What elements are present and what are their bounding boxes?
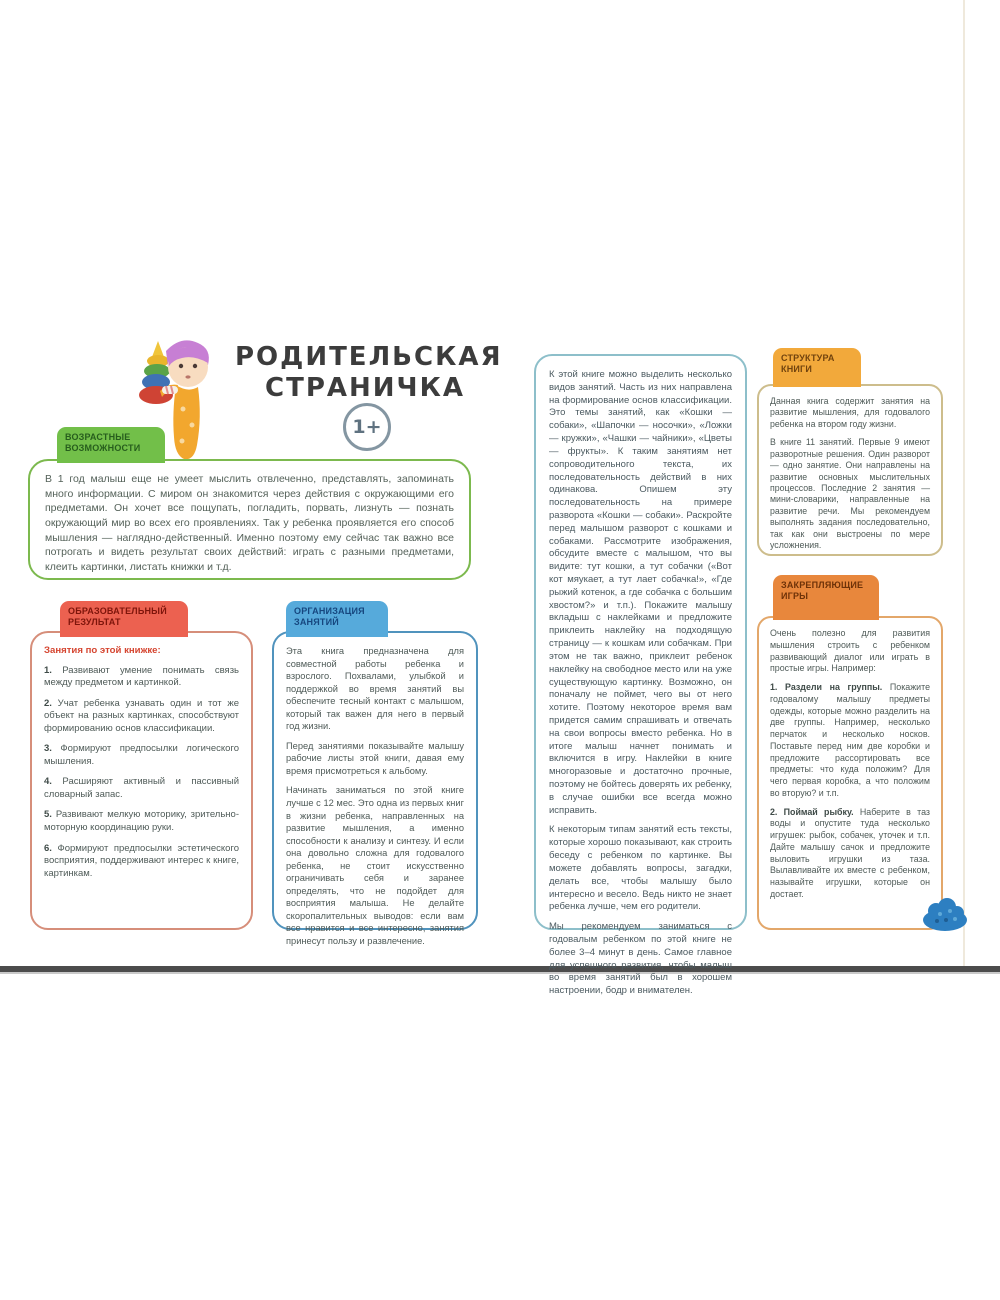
paragraph: Начинать заниматься по этой книге лучше с 12 мес. Это одна из первых книг в жизни ребенка, направленных на развитие мышления, а именно способности к анализу и синтезу. И если она довольно сложна для годовалого ребенка, не стоит искусственно ограничивать себя и заранее определять, что не подойдет для восприятия малыша. Не делайте скоропалительных выводов: если вам все нравится и все интересно, занятия принесут пользу и развлечение.: [286, 785, 464, 947]
game-item-number: 1.: [770, 682, 778, 692]
game-item-text: Покажите годовалому малышу предметы одежды, которые можно разделить на две группы. Например, несколько перчаток и несколько носков. Поставьте перед ним две коробки и предложите рассортировать все предметы: что куда положим? Для чего первая коробка, а что положим во вторую? и т.п.: [770, 682, 931, 798]
list-item-number: 1.: [44, 664, 52, 676]
age-badge: 1+: [343, 403, 391, 451]
page-right-edge: [963, 0, 965, 966]
page-bottom-edge-highlight: [0, 972, 1000, 974]
page-title: [235, 342, 503, 404]
paragraph: К некоторым типам занятий есть тексты, которые хорошо показывают, как строить беседу с ребенком по картинке. Вы можете добавлять вопросы, загадки, делать все, чтобы малышу было интересно и весело. Ведь никто не знает ребенка лучше, чем его родители.: [549, 824, 732, 913]
list-item: [44, 665, 239, 690]
list-item-text: Развивают умение понимать связь между предметом и картинкой.: [44, 664, 240, 689]
page-title-line2: СТРАНИЧКА: [265, 373, 465, 404]
game-item-number: 2.: [770, 806, 778, 817]
list-item-number: 5.: [44, 809, 52, 821]
age-capabilities-text: В 1 год малыш еще не умеет мыслить отвлеченно, представлять, запоминать много информации. С миром он знакомится через действия с окружающими его предметами. Он хочет все пощупать, погладить, порвать, лизнуть — познать окружающий мир во всех его проявлениях. Так у ребенка проявляется его способ мышления — наглядно-действенный. Именно поэтому ему сейчас так важно все потрогать и видеть результат своих действий: играть с разными предметами, клеить картинки, листать книжки и т.д.: [45, 473, 454, 574]
cloud-logo-icon: [920, 896, 970, 932]
list-item: [44, 843, 239, 881]
paragraph: Перед занятиями показывайте малышу рабочие листы этой книги, давая ему время присмотреться к альбому.: [286, 740, 464, 776]
list-item-number: 2.: [44, 697, 52, 709]
tab-age-capabilities: ВОЗРАСТНЫЕ ВОЗМОЖНОСТИ: [57, 427, 165, 463]
list-item-text: Развивают мелкую моторику, зрительно-моторную координацию руки.: [44, 809, 239, 833]
list-item-number: 6.: [44, 842, 52, 854]
tab-reinforcing-games: ЗАКРЕПЛЯЮЩИЕ ИГРЫ: [773, 575, 879, 620]
game-item: [770, 682, 930, 800]
list-item-text: Формируют предпосылки эстетического восприятия, поддерживают интерес к книге, картинкам.: [44, 842, 239, 879]
tab-educational-result: ОБРАЗОВАТЕЛЬНЫЙ РЕЗУЛЬТАТ: [60, 601, 188, 637]
methodology-box: [534, 354, 747, 997]
list-item: [44, 809, 239, 834]
educational-result-box: [30, 631, 253, 930]
list-item-number: 3.: [44, 743, 52, 755]
page-title-line1: РОДИТЕЛЬСКАЯ: [235, 342, 503, 372]
paragraph: В книге 11 занятий. Первые 9 имеют разворотные решения. Один разворот — одно занятие. Они направлены на развитие основных мыслительных процессов. Последние 2 занятия — мини-словарики, направленные на развитие речи. Мы рекомендуем выполнять задания последовательно, так как они выстроены по мере усложнения.: [770, 437, 930, 551]
paragraph: Эта книга предназначена для совместной работы ребенка и взрослого. Похвалами, улыбкой и поддержкой во время занятий вы обеспечите тесный контакт с малышом, который так важен для него в первый год жизни.: [286, 646, 464, 732]
reinforcing-games-box: [757, 616, 943, 930]
age-capabilities-box: [28, 459, 471, 580]
tab-lesson-organization: ОРГАНИЗАЦИЯ ЗАНЯТИЙ: [286, 601, 388, 637]
game-item-title: Раздели на группы.: [785, 682, 883, 692]
lesson-organization-box: [272, 631, 478, 947]
educational-result-heading: Занятия по этой книжке:: [44, 645, 161, 656]
games-intro: Очень полезно для развития мышления строить с ребенком развивающий диалог или играть в простые игры. Например:: [770, 628, 930, 674]
book-structure-box: [757, 384, 943, 556]
paragraph: Мы рекомендуем заниматься с годовалым ребенком по этой книге не более 3–4 минут в день. Самое главное для успешного развития, чтобы малыш во время занятий был в хорошем настроении, бодр и внимателен.: [549, 921, 732, 997]
list-item: [44, 776, 239, 801]
paragraph: К этой книге можно выделить несколько видов занятий. Часть из них направлена на формирование основ классификации. Это темы занятий, как «Кошки — собаки», «Шапочки — носочки», «Ложки — кружки», «Чашки — чайники», «Цветы — фрукты». К таким занятиям нет сопроводительного текста, их последовательность действий в них одинакова. Опишем эту последовательность на примере разворота «Кошки — собаки». Раскройте перед малышом разворот с кошками и собаками. Рассмотрите изображения, обсудите вместе с малышом, что вы видите: тут кошки, а тут собачки («Вот кот мяукает, а тут лает собачка!», «Где рыжий котенок, а где собачка с большим хвостом?» и т.п.). Покажите малышу вкладыш с наклейками и предложите приклеить наклейку на подходящую страницу — к кошкам или собачкам. При этом не так важно, приклеит ребенок наклейку на свободное место или на уже существующую картинку. Возможно, он поначалу не поймет, чего вы от него хотите. Поэтому некоторое время вам придется самим спрашивать и отвечать на свои вопросы вместо ребенка. Но в итоге малыш начнет понимать и включится в игру. Наклейки в книге многоразовые и достаточно прочные, поэтому не бойтесь доверять их ребенку, в случае ошибки все всегда можно исправить.: [549, 369, 732, 816]
list-item-text: Учат ребенка узнавать один и тот же объект на разных картинках, способствуют формированию основ классификации.: [44, 697, 240, 734]
list-item-number: 4.: [44, 776, 52, 788]
paragraph: Данная книга содержит занятия на развитие мышления, для годовалого ребенка на втором году жизни.: [770, 396, 930, 429]
list-item-text: Расширяют активный и пассивный словарный запас.: [44, 776, 240, 800]
tab-book-structure: СТРУКТУРА КНИГИ: [773, 348, 861, 387]
game-item: [770, 807, 930, 901]
game-item-text: Наберите в таз воды и опустите туда несколько игрушек: рыбок, собачек, уточек и т.п. Дайте малышу сачок и предложите выловить игрушки из таза. Вылавливайте их вместе с ребенком, называйте игрушки, которые он достает.: [770, 806, 931, 899]
list-item: [44, 743, 239, 768]
list-item-text: Формируют предпосылки логического мышления.: [44, 743, 239, 767]
list-item: [44, 698, 239, 736]
game-item-title: Поймай рыбку.: [783, 806, 854, 817]
